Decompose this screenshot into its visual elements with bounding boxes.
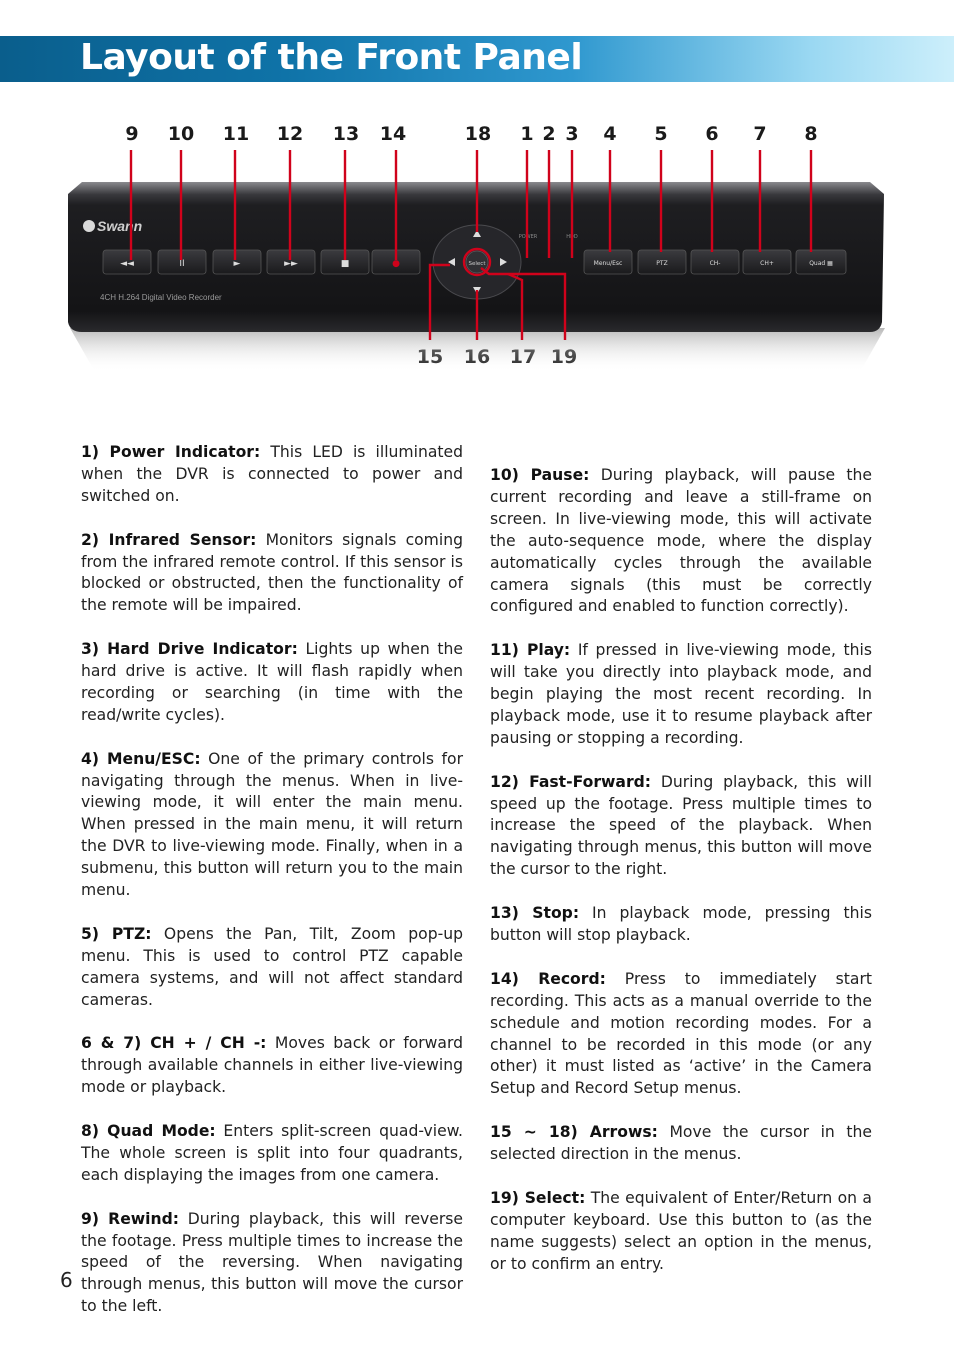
- brand-logo: Swann: [97, 218, 143, 234]
- item-label: 13) Stop:: [490, 904, 580, 923]
- item-label: 12) Fast-Forward:: [490, 772, 652, 791]
- item-label: 8) Quad Mode:: [81, 1122, 216, 1140]
- callout-number: 1: [520, 123, 534, 145]
- item-label: 19) Select:: [490, 1188, 586, 1207]
- page-title: Layout of the Front Panel: [80, 37, 583, 78]
- callout-number: 6: [705, 123, 719, 145]
- callout-number: 5: [654, 123, 668, 145]
- item-text: The equivalent of Enter/Return on a computer keyboard. Use this button to (as the name suggests) select an option in the menus, or to confirm an entry.: [490, 1188, 872, 1273]
- description-item: [81, 530, 463, 618]
- channel-minus-label: CH-: [709, 260, 721, 267]
- item-text: Opens the Pan, Tilt, Zoom pop-up menu. This is used to control PTZ capable camera systems, and will not affect standard cameras.: [81, 924, 464, 1009]
- item-text: During playback, will pause the current recording and leave a still-frame on screen. In live-viewing mode, this will activate the auto-sequence mode, where the display automatically cycles through the available camera signals (this must be correctly configured and enabled to function correctly).: [490, 466, 872, 616]
- item-label: 3) Hard Drive Indicator:: [81, 640, 298, 659]
- callout-number: 7: [753, 123, 767, 145]
- stop-icon: ■: [340, 259, 350, 269]
- callout-number: 18: [464, 123, 492, 145]
- callout-number: 10: [167, 123, 195, 145]
- item-text: This LED is illuminated when the DVR is connected to power and switched on.: [81, 443, 463, 505]
- item-label: 4) Menu/ESC:: [81, 749, 201, 768]
- power-indicator-label: POWER: [518, 234, 538, 240]
- item-text: Move the cursor in the selected direction in the menus.: [490, 1123, 872, 1164]
- play-icon: ►: [233, 259, 241, 269]
- item-label: 2) Infrared Sensor:: [81, 530, 257, 549]
- callout-number: 2: [542, 123, 556, 145]
- item-label: 14) Record:: [490, 969, 606, 988]
- description-item: [490, 640, 872, 750]
- item-label: 15 ~ 18) Arrows:: [490, 1123, 658, 1142]
- item-label: 11) Play:: [490, 641, 571, 660]
- item-text: During playback, this will speed up the footage. Press multiple times to increase the speed of the playback. When navigating through menus, this button will move the cursor to the right.: [490, 772, 872, 879]
- item-label: 5) PTZ:: [81, 924, 152, 943]
- description-item: [81, 1121, 463, 1187]
- dvr-front-panel-illustration: [0, 150, 954, 390]
- control-buttons: [584, 250, 846, 274]
- description-item: [490, 1188, 872, 1276]
- menu-esc-label: Menu/Esc: [593, 260, 623, 267]
- description-item: [81, 1033, 463, 1099]
- item-label: 6 & 7) CH + / CH -:: [81, 1034, 267, 1053]
- callout-number: 4: [603, 123, 617, 145]
- fast-forward-icon: ►►: [284, 259, 298, 269]
- callout-number: 12: [276, 123, 304, 145]
- page-number: 6: [60, 1268, 73, 1292]
- rewind-icon: ◄◄: [120, 259, 134, 269]
- item-text: In playback mode, pressing this button will stop playback.: [490, 904, 872, 944]
- ptz-label: PTZ: [656, 260, 668, 267]
- item-label: 9) Rewind:: [81, 1209, 180, 1228]
- pause-icon: II: [179, 259, 185, 269]
- callout-number: 11: [222, 123, 250, 145]
- callout-number: 8: [804, 123, 818, 145]
- select-label: Select: [468, 261, 486, 267]
- callout-number: 13: [332, 123, 360, 145]
- callout-number: 9: [125, 123, 139, 145]
- channel-plus-label: CH+: [760, 260, 774, 267]
- description-item: [490, 772, 872, 882]
- item-text: During playback, this will reverse the footage. Press multiple times to increase the speed of the reversing. When navigating through menus, this button will move the cursor to the left.: [81, 1209, 463, 1316]
- callout-number: 3: [565, 123, 579, 145]
- callout-number: 14: [379, 123, 407, 145]
- description-item: [490, 903, 872, 947]
- item-text: Enters split-screen quad-view. The whole screen is split into four quadrants, each displaying the images from one camera.: [81, 1122, 463, 1184]
- description-item: [81, 924, 463, 1012]
- item-text: One of the primary controls for navigating through the menus. When in live-viewing mode, it will enter the main menu. When pressed in the main menu, it will return the DVR to live-viewing mode. Finally, when in a submenu, this button will return you to the main menu.: [81, 749, 463, 900]
- hdd-indicator-label: HDD: [566, 234, 578, 240]
- quad-mode-label: Quad ▦: [809, 260, 833, 267]
- description-item: [81, 442, 463, 508]
- item-text: Monitors signals coming from the infrared remote control. If this sensor is blocked or obstructed, then the functionality of the remote will be impaired.: [81, 530, 463, 615]
- title-banner: [0, 36, 954, 82]
- item-label: 10) Pause:: [490, 466, 590, 484]
- description-item: [490, 1122, 872, 1166]
- navigation-cluster: [433, 225, 521, 299]
- descriptions-right-column: [490, 465, 872, 1297]
- descriptions-left-column: [81, 442, 463, 1340]
- item-label: 1) Power Indicator:: [81, 443, 261, 461]
- description-item: [81, 639, 463, 727]
- item-text: If pressed in live-viewing mode, this will take you directly into playback mode, and begin playing the most recent recording. In playback mode, use it to resume playback after pausing or stopping a recording.: [490, 641, 872, 747]
- description-item: [81, 749, 463, 902]
- brand-logo-icon: [83, 220, 95, 232]
- record-icon: ●: [392, 259, 400, 269]
- description-item: [490, 969, 872, 1100]
- item-text: Press to immediately start recording. This acts as a manual override to the schedule and motion recording modes. For a channel to be recorded in this mode (or any other) it must listed as ‘active’ in the Camera Setup and Record Setup menus.: [490, 969, 872, 1098]
- item-text: Moves back or forward through available channels in either live-viewing mode or playback.: [81, 1034, 463, 1097]
- model-label: 4CH H.264 Digital Video Recorder: [100, 293, 222, 302]
- description-item: [490, 465, 872, 618]
- description-item: [81, 1209, 463, 1319]
- item-text: Lights up when the hard drive is active. It will flash rapidly when recording or searching (in time with the read/write cycles).: [81, 640, 463, 724]
